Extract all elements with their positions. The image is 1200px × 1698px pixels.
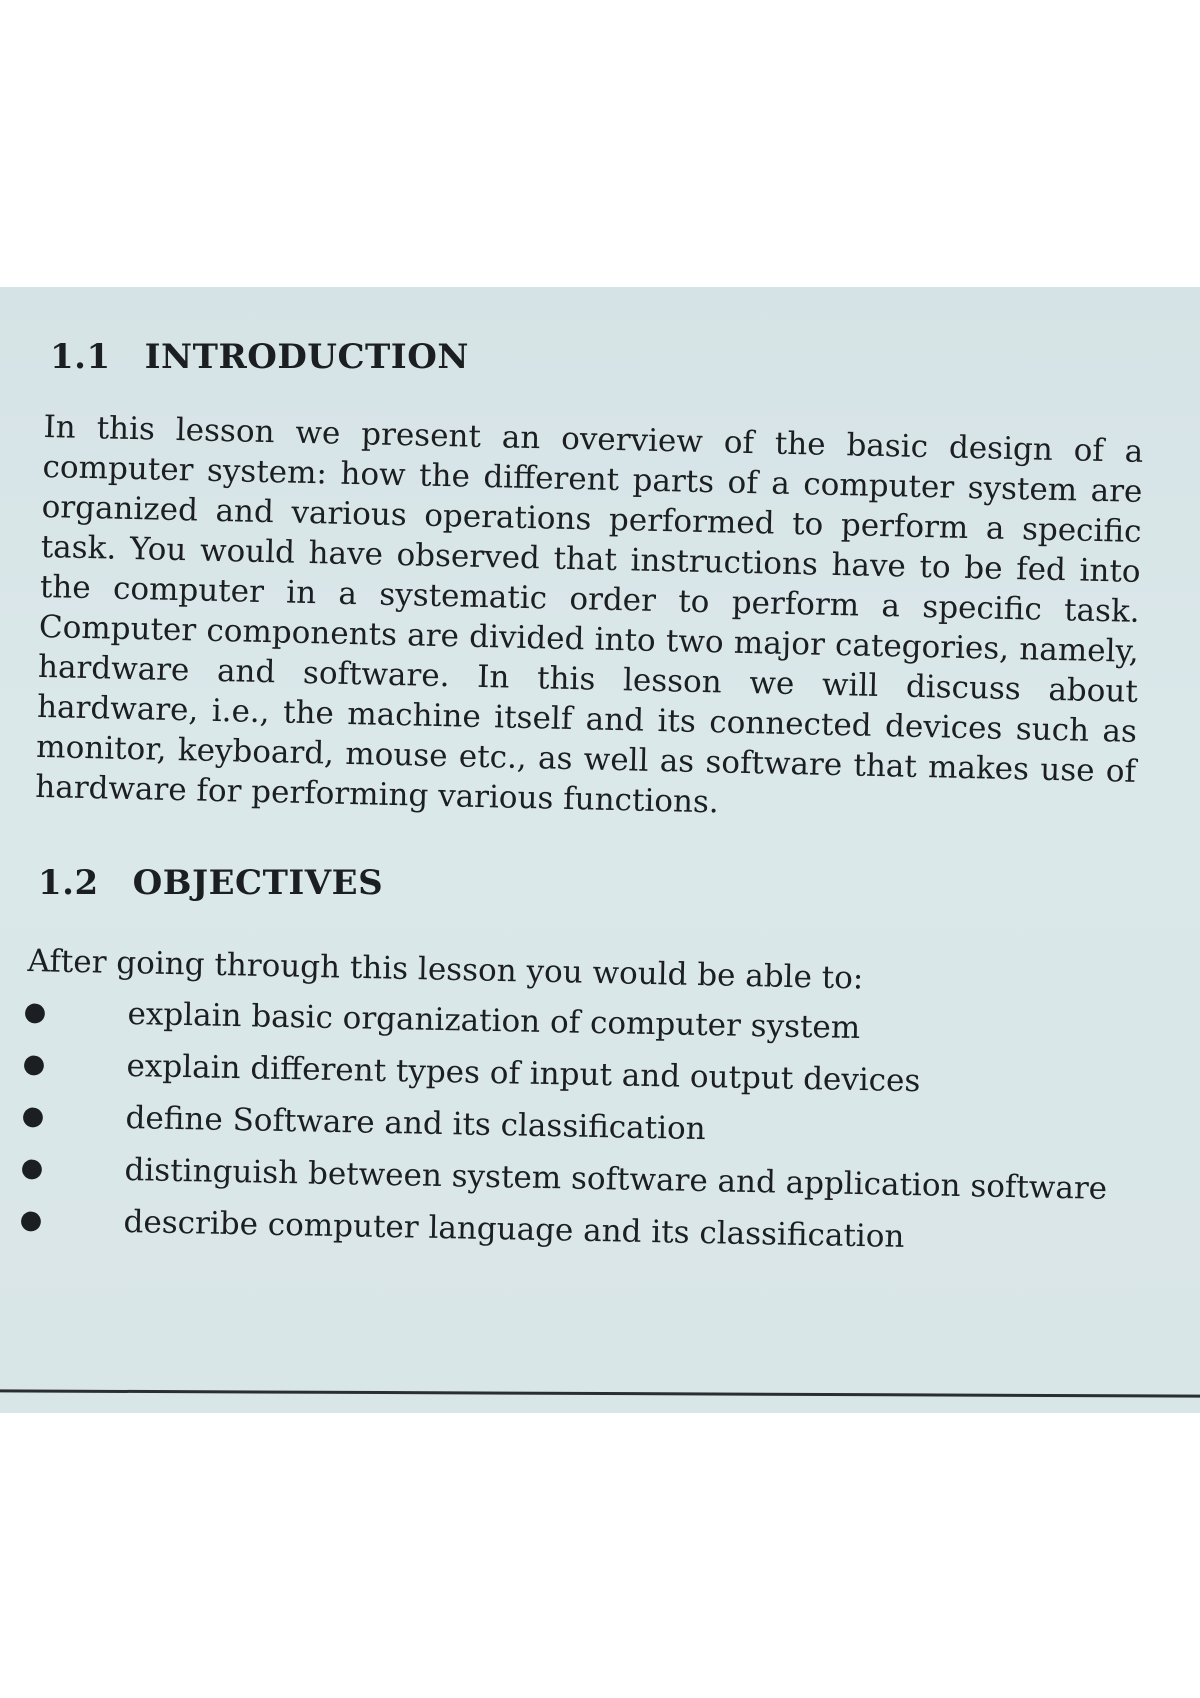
objectives-list [19, 993, 1144, 1260]
section-title: INTRODUCTION [144, 337, 469, 377]
list-item [23, 993, 1144, 1052]
list-item [21, 1097, 1142, 1156]
section-number: 1.1 [50, 337, 111, 377]
list-item [22, 1045, 1143, 1104]
objective-text: explain basic organization of computer system [127, 995, 861, 1047]
bullet-icon: ● [19, 1204, 43, 1236]
objective-text: define Software and its classification [125, 1099, 707, 1148]
section-number: 1.2 [38, 863, 99, 903]
objective-text: distinguish between system software and application software [124, 1151, 1108, 1207]
objectives-lead: After going through this lesson you would be able to: [27, 942, 864, 997]
section-heading-introduction [50, 337, 1144, 377]
section-heading-objectives [38, 863, 1144, 903]
bullet-icon: ● [20, 1152, 44, 1184]
bullet-icon: ● [23, 996, 47, 1028]
objective-text: explain different types of input and output devices [126, 1047, 921, 1100]
section-title: OBJECTIVES [132, 863, 384, 903]
list-item [19, 1201, 1140, 1260]
introduction-paragraph: In this lesson we present an overview of the basic design of a computer system: how the different parts of a computer system are organized and various operations performed to perform a specific task. You would have observed that instructions have to be fed into the computer in a systematic order to perform a specific task. Computer components are divided into two major categories, namely, hardware and software. In this lesson we will discuss about hardware, i.e., the machine itself and its connected devices such as monitor, keyboard, mouse etc., as well as software that makes use of hardware for performing various functions. [34, 408, 1144, 821]
scanned-page [0, 287, 1200, 1413]
page-content [19, 337, 1144, 1255]
bottom-rule [0, 1389, 1200, 1397]
bullet-icon: ● [21, 1100, 45, 1132]
objective-text: describe computer language and its classification [123, 1203, 905, 1255]
bullet-icon: ● [22, 1048, 46, 1080]
list-item [20, 1149, 1141, 1208]
